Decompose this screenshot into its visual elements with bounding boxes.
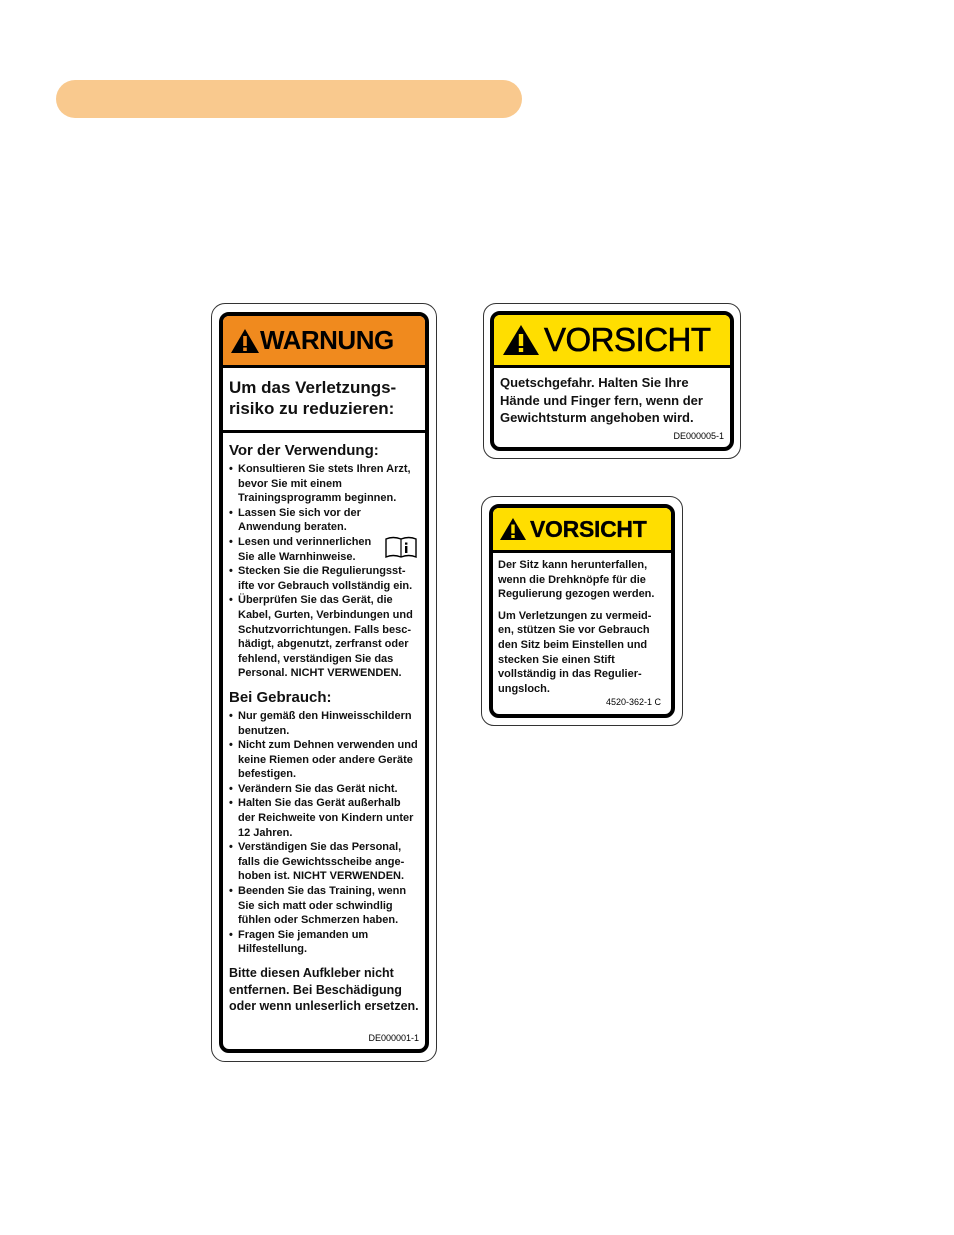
list-item-text: Lesen und verinnerlichen Sie alle Warnhinweise. [238, 535, 372, 563]
caution-1-header [494, 315, 730, 368]
warning-header [223, 316, 425, 368]
list-item: • Fragen Sie jemanden um Hilfestellung. [229, 928, 419, 957]
caution-2-header-text: VORSICHT [530, 515, 647, 542]
warning-instructions [223, 442, 425, 1015]
caution-2-paragraph-2: Um Verletzungen zu vermeid-en, stützen Sie vor Gebrauch den Sitz beim Einstellen und stecken Sie einen Stift vollständig in das Regulier-ungsloch. [498, 609, 652, 695]
caution-label-2-body [489, 504, 675, 718]
caution-1-header-text: VORSICHT [544, 321, 711, 358]
list-item: • Stecken Sie die Regulierungsst-ifte vor Gebrauch vollständig ein. [229, 564, 419, 593]
list-item: • Nur gemäß den Hinweisschildern benutzen. [229, 709, 419, 738]
warning-triangle-icon [499, 517, 527, 541]
caution-1-text: Quetschgefahr. Halten Sie Ihre Hände und Finger fern, wenn der Gewichtsturm angehoben wird. [500, 375, 703, 425]
list-item: • Konsultieren Sie stets Ihren Arzt, bevor Sie mit einem Trainingsprogramm beginnen. [229, 462, 419, 506]
during-use-list [229, 709, 419, 957]
warning-header-text: WARNUNG [260, 325, 394, 355]
warning-intro: Um das Verletzungs-risiko zu reduzieren: [229, 378, 397, 418]
warning-triangle-icon [230, 328, 260, 354]
warning-label-body [219, 312, 429, 1053]
caution-label-2 [481, 496, 683, 726]
list-item: • Überprüfen Sie das Gerät, die Kabel, Gurten, Verbindungen und Schutzvorrichtungen. Falls besc-hädigt, abgenutzt, zerfranst oder fehlend, verständigen Sie das Personal. NICHT VERWENDEN. [229, 593, 419, 681]
warning-footer: Bitte diesen Aufkleber nicht entfernen. Bei Beschädigung oder wenn unleserlich ersetzen. [229, 966, 419, 1013]
list-item: • Lassen Sie sich vor der Anwendung beraten. [229, 506, 419, 535]
before-use-list [229, 462, 419, 681]
warning-triangle-icon [502, 324, 540, 356]
list-item: • Verändern Sie das Gerät nicht. [229, 782, 419, 797]
warning-intro-section [223, 368, 425, 433]
caution-1-code: DE000005-1 [673, 431, 724, 441]
list-item: • Verständigen Sie das Personal, falls die Gewichtsscheibe ange-hoben ist. NICHT VERWENDEN. [229, 840, 419, 884]
list-item: • Beenden Sie das Training, wenn Sie sich matt oder schwindlig fühlen oder Schmerzen haben. [229, 884, 419, 928]
caution-2-header [493, 508, 671, 553]
before-use-heading: Vor der Verwendung: [229, 442, 379, 459]
caution-label-1 [483, 303, 741, 459]
caution-2-code: 4520-362-1 C [605, 697, 661, 707]
during-use-heading: Bei Gebrauch: [229, 688, 332, 706]
warning-label [211, 303, 437, 1062]
list-item: • Halten Sie das Gerät außerhalb der Reichweite von Kindern unter 12 Jahren. [229, 796, 419, 840]
caution-2-paragraph-1: Der Sitz kann herunterfallen, wenn die Drehknöpfe für die Regulierung gezogen werden. [498, 559, 655, 601]
caution-label-1-body [490, 311, 734, 451]
list-item: • Nicht zum Dehnen verwenden und keine Riemen oder andere Geräte befestigen. [229, 738, 419, 782]
section-header-bar [56, 80, 522, 118]
list-item [229, 535, 419, 564]
warning-label-code: DE000001-1 [368, 1033, 419, 1043]
manual-info-icon [385, 536, 417, 560]
caution-2-text [493, 553, 671, 696]
